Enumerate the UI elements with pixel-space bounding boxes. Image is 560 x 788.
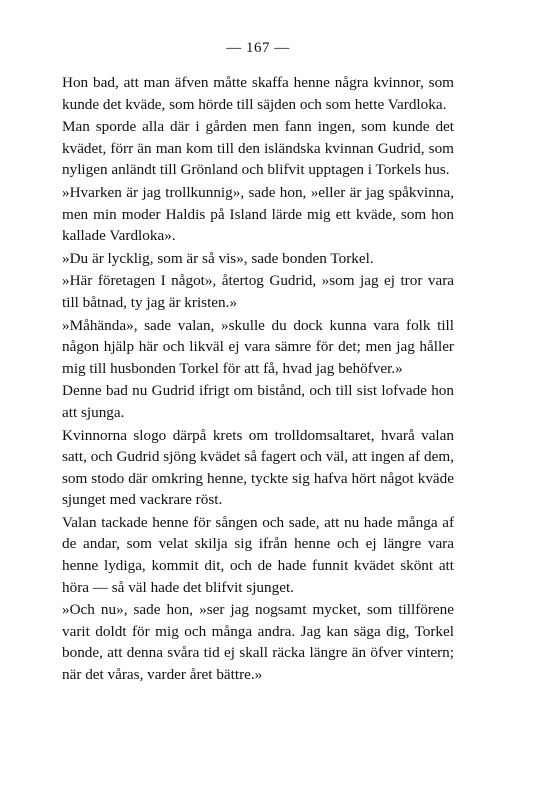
paragraph-9: Valan tackade henne för sången och sade, att nu hade många af de andar, som velat skilja sig ifrån henne och ej längre vara henne lydiga, kommit dit, och de hade funnit kvädet skönt att höra — så väl hade det blifvit sjunget. (62, 513, 454, 596)
book-page (62, 38, 454, 686)
paragraph-1: Hon bad, att man äfven måtte skaffa henne några kvinnor, som kunde det kväde, som hörde till säjden och som hette Vardloka. (62, 74, 454, 113)
paragraph-3: »Hvarken är jag trollkunnig», sade hon, »eller är jag spåkvinna, men min moder Haldis på Island lärde mig ett kväde, som hon kallade Vardloka». (62, 183, 454, 245)
paragraph-7: Denne bad nu Gudrid ifrigt om bistånd, och till sist lofvade hon att sjunga. (62, 382, 454, 421)
paragraph-10: »Och nu», sade hon, »ser jag nogsamt mycket, som tillförene varit doldt för mig och många andra. Jag kan säga dig, Torkel bonde, att denna svåra tid ej skall räcka längre än öfver vintern; när det våras, varder året bättre.» (62, 601, 454, 684)
paragraph-4: »Du är lycklig, som är så vis», sade bonden Torkel. (62, 249, 374, 267)
paragraph-2: Man sporde alla där i gården men fann ingen, som kunde det kvädet, förr än man kom till den isländska kvinnan Gudrid, som nyligen anländt till Grönland och blifvit upptagen i Torkels hus. (62, 118, 454, 179)
page-number: — 167 — (226, 40, 290, 56)
paragraph-6: »Måhända», sade valan, »skulle du dock kunna vara folk till någon hjälp här och likväl ej vara sämre för det; men jag håller mig till husbonden Torkel för att få, hvad jag behöfver.» (62, 316, 454, 377)
paragraph-8: Kvinnorna slogo därpå krets om trolldomsaltaret, hvarå valan satt, och Gudrid sjöng kvädet så fagert och väl, att ingen af dem, som stodo där omkring henne, tyckte sig hafva hört något kväde sjunget med vackrare röst. (62, 426, 454, 509)
paragraph-5: »Här företagen I något», återtog Gudrid, »som jag ej tror vara till båtnad, ty jag är kristen.» (62, 272, 454, 311)
